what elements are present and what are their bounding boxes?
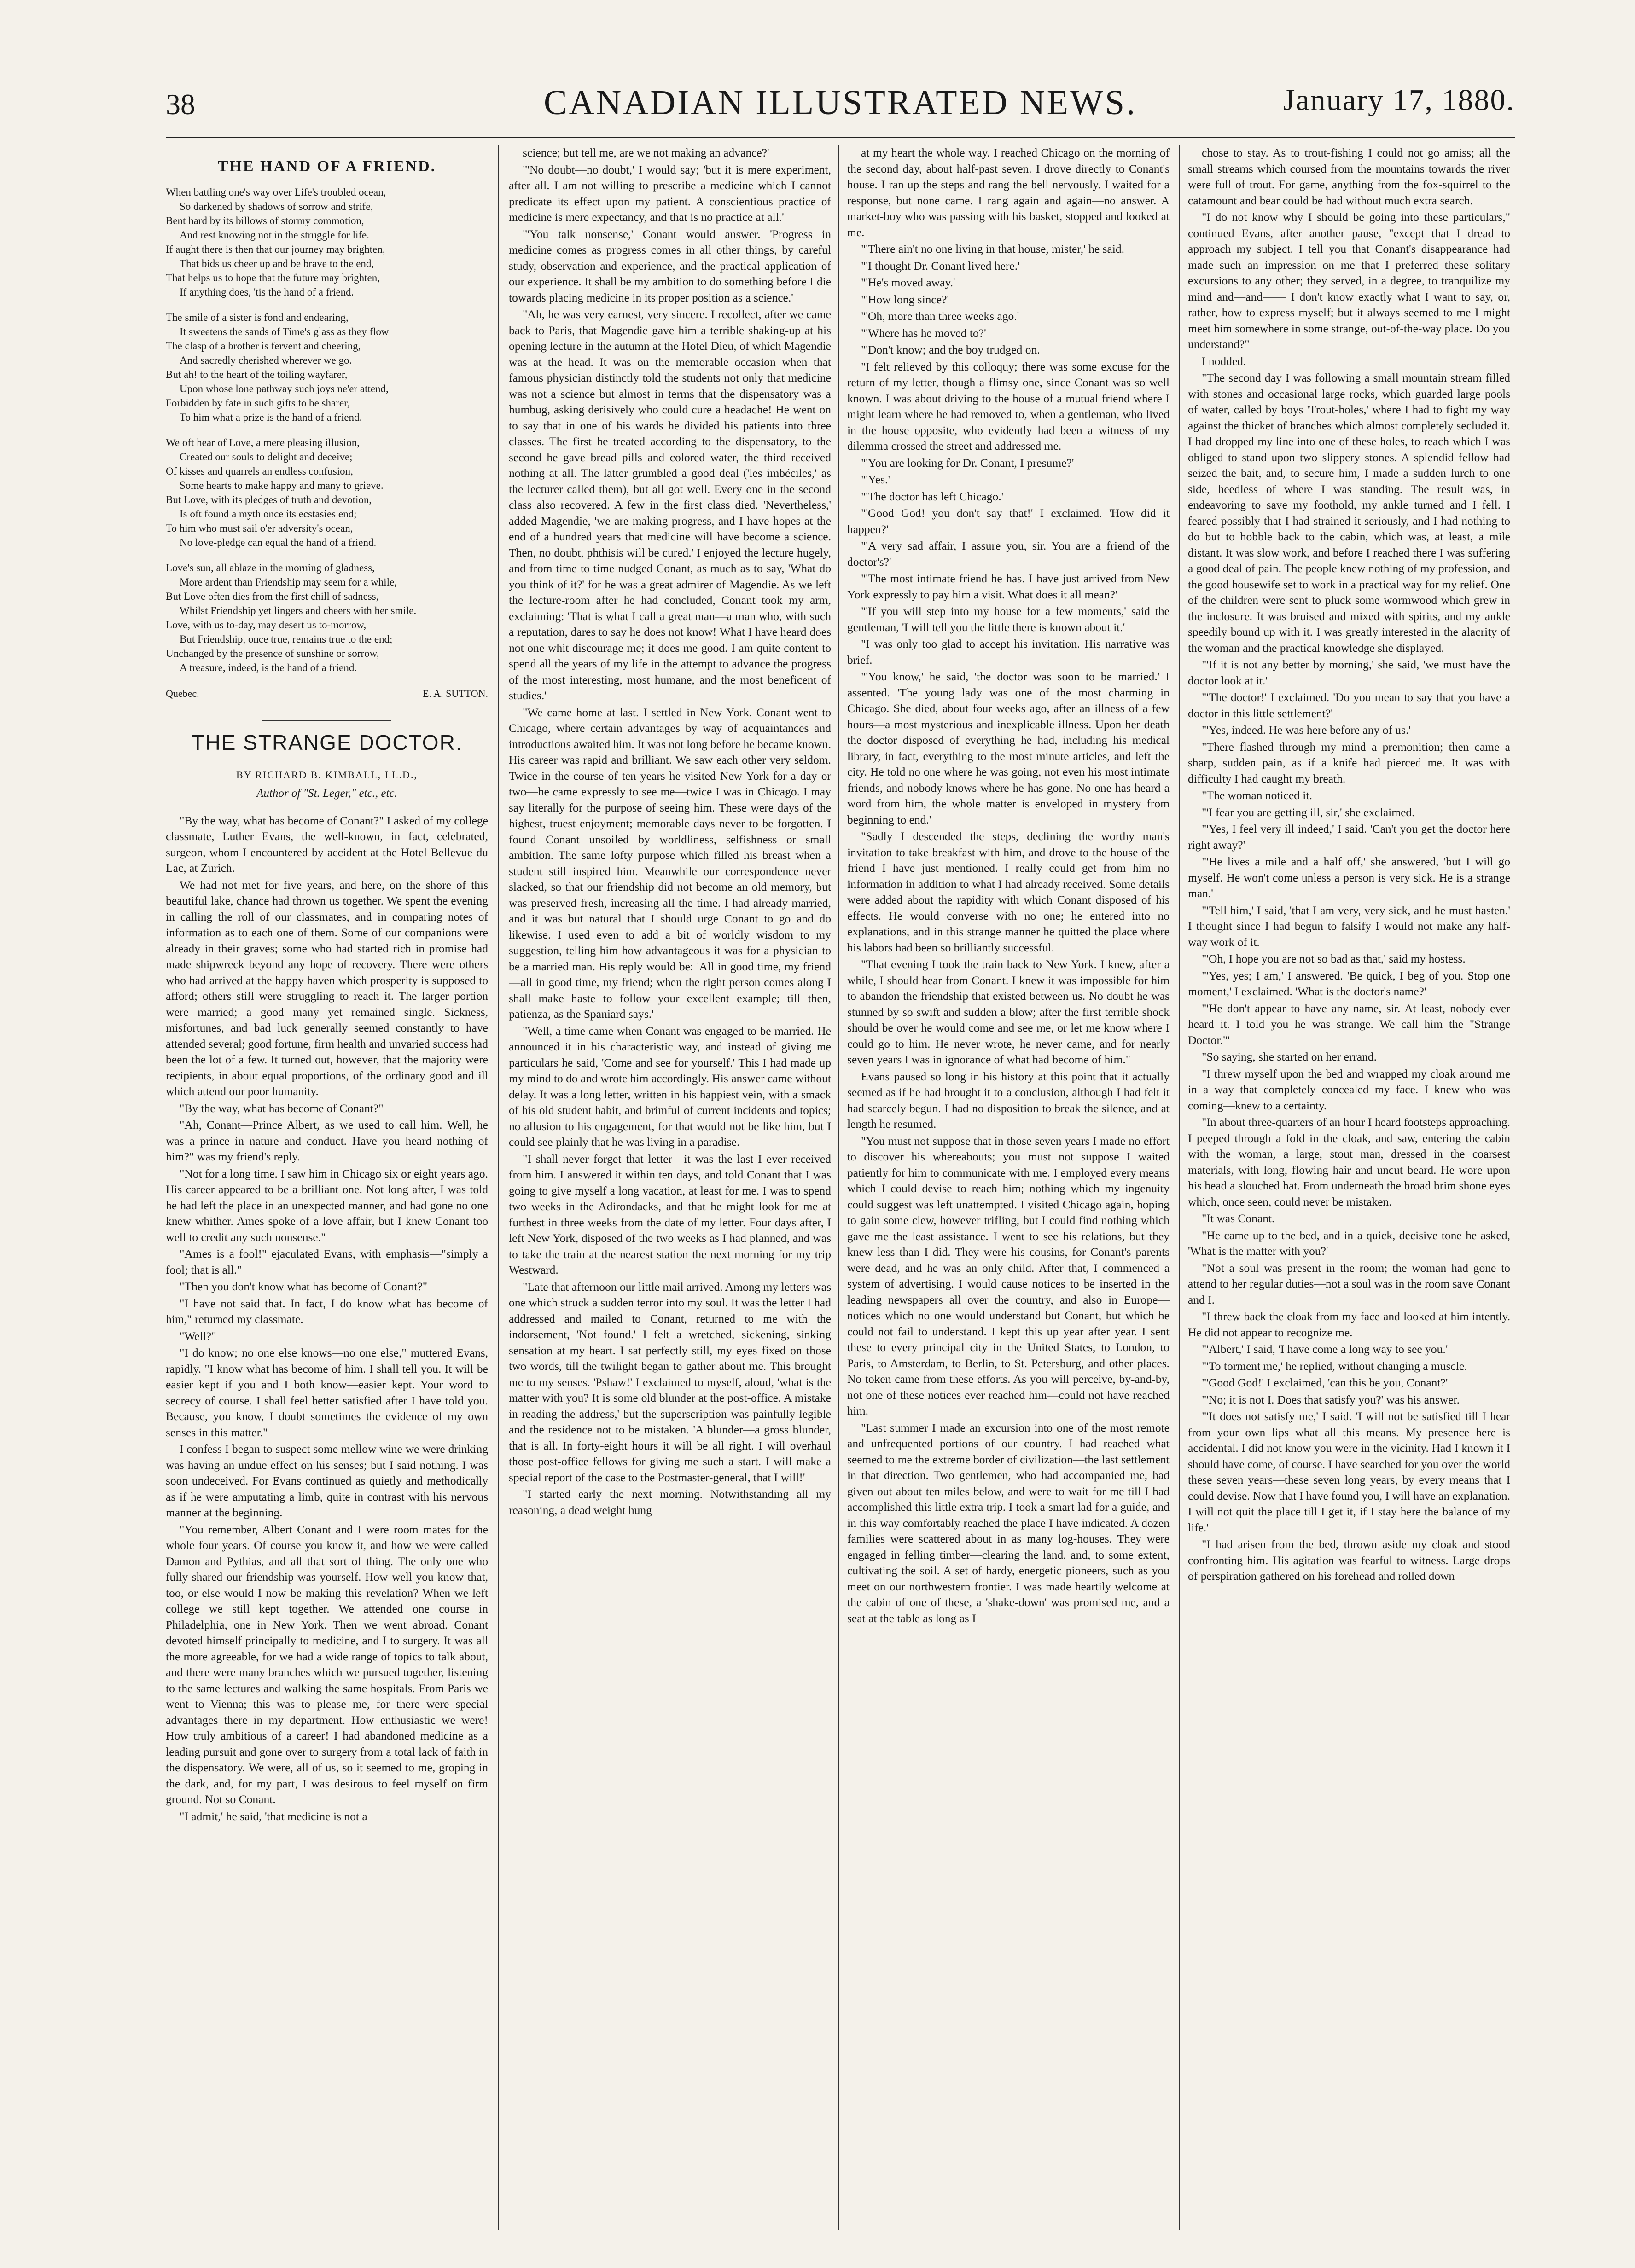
poem-line: That bids us cheer up and be brave to the end, (180, 257, 374, 269)
poem-line: The smile of a sister is fond and endearing, (166, 311, 349, 323)
poem-line: Bent hard by its billows of stormy commotion, (166, 215, 364, 226)
poem-line: Is oft found a myth once its ecstasies end; (180, 508, 357, 520)
paragraph: "'To torment me,' he replied, without changing a muscle. (1202, 1359, 1467, 1373)
paragraph: "'How long since?' (861, 292, 949, 306)
poem-line: And sacredly cherished wherever we go. (180, 354, 352, 366)
paragraph: "'I fear you are getting ill, sir,' she exclaimed. (1202, 805, 1415, 819)
paragraph: "I have not said that. In fact, I do know what has become of him," returned my classmate. (166, 1296, 488, 1326)
paragraph: "Not for a long time. I saw him in Chicago six or eight years ago. His career appeared to be a brilliant one. Not long after, I was told he had left the place in an unexpected manner, and had gone no one knew whither. Ames spoke of a love affair, but I knew Conant too well to credit any such nonsense." (166, 1166, 488, 1244)
poem-line: More ardent than Friendship may seem for a while, (180, 576, 397, 588)
paragraph: "'Yes, indeed. He was here before any of us.' (1202, 723, 1411, 737)
paragraph: "'You know,' he said, 'the doctor was soon to be married.' I assented. 'The young lady was one of the most charming in Chicago. She died, about four weeks ago, after an illness of a few hours—a most mysterious and inexplicable illness. Upon her death the doctor disposed of everything he had, including his medical library, in fact, everything to the most minute articles, and left the city. He told no one where he was going, not even his most intimate friends, and nobody knows where he has gone. No one has heard a word from him, the whole matter is enveloped in mystery from beginning to end.' (847, 670, 1170, 826)
paragraph: "'He lives a mile and a half off,' she answered, 'but I will go myself. He won't come unless a person is very sick. He is a strange man.' (1188, 855, 1510, 900)
paragraph: We had not met for five years, and here, on the shore of this beautiful lake, chance had thrown us together. We spent the evening in calling the roll of our classmates, and in comparing notes of information as to each one of them. Some of our companions were already in their graves; some who had started rich in promise had made shipwreck beyond any hope of recovery. There were others who had arrived at the happy haven which prosperity is supposed to afford; others still were struggling to reach it. The larger portion were married; a good many yet remained single. Sickness, misfortunes, and bad luck generally seemed constantly to have attended several; good fortune, firm health and unvaried success had been the lot of a few. It turned out, however, that the majority were recipients, in about equal proportions, of the ordinary good and ill which attend our poor humanity. (166, 878, 488, 1098)
paragraph: "You must not suppose that in those seven years I made no effort to discover his whereabouts; you must not suppose I waited patiently for him to communicate with me. I employed every means which I could devise to reach him; nothing which my ingenuity could suggest was left unattempted. I visited Chicago again, hoping to gain some clew, however trifling, but I could find nothing which gave me the least assistance. I went to see his relations, but they knew less than I did. They were his cousins, for Conant's parents were dead, and he was an only child. After that, I commenced a system of advertising. I would cause notices to be inserted in the leading newspapers all over the country, and also in Europe—notices which no one would understand but Conant, but which he could not fail to understand. I kept this up year after year. I sent these to every principal city in the United States, to London, to Paris, to Amsterdam, to Berlin, to St. Petersburg, and other places. No token came from these efforts. As you will perceive, by-and-by, not one of these notices ever reached him—could not have reached him. (847, 1134, 1170, 1417)
poem-line: When battling one's way over Life's troubled ocean, (166, 186, 386, 198)
paragraph: "I admit,' he said, 'that medicine is not a (180, 1809, 367, 1823)
paragraph: "'If it is not any better by morning,' she said, 'we must have the doctor look at it.' (1188, 658, 1510, 687)
column-3-text (847, 145, 1170, 1626)
paragraph: "Late that afternoon our little mail arrived. Among my letters was one which struck a sudden terror into my soul. It was the letter I had addressed and mailed to Conant, returned to me with the indorsement, 'Not found.' I felt a wretched, sickening, sinking sensation at my heart. I sat perfectly still, my eyes fixed on those two words, till the twilight began to gather about me. This brought me to my senses. 'Pshaw!' I exclaimed to myself, aloud, 'what is the matter with you? It is some old blunder at the post-office. A mistake in reading the address,' but the superscription was painfully legible and the residence not to be mistaken. 'A blunder—a gross blunder, that is all. In forty-eight hours it will be all right. I will overhaul those post-office fellows for giving me such a start. I will make a special report of the case to the Postmaster-general, that I will!' (509, 1280, 831, 1484)
paragraph: "I threw back the cloak from my face and looked at him intently. He did not appear to recognize me. (1188, 1310, 1510, 1339)
poem-line: Whilst Friendship yet lingers and cheers with her smile. (180, 604, 417, 616)
column-2 (509, 145, 831, 2230)
paragraph: "'The most intimate friend he has. I have just arrived from New York expressly to pay him a visit. What does it all mean?' (847, 572, 1170, 601)
paragraph: "'Tell him,' I said, 'that I am very, very sick, and he must hasten.' I thought since I had begun to falsify I would not make any half-way work of it. (1188, 903, 1510, 949)
paragraph: "He came up to the bed, and in a quick, decisive tone he asked, 'What is the matter with you?' (1188, 1228, 1510, 1258)
paragraph: "'You are looking for Dr. Conant, I presume?' (861, 456, 1074, 470)
paragraph: "'No; it is not I. Does that satisfy you?' was his answer. (1202, 1392, 1460, 1406)
masthead (166, 74, 1515, 133)
column-3 (847, 145, 1170, 2230)
newspaper-title: CANADIAN ILLUSTRATED NEWS. (543, 83, 1137, 122)
paragraph: "I was only too glad to accept his invitation. His narrative was brief. (847, 637, 1170, 667)
paragraph: "Ah, he was very earnest, very sincere. I recollect, after we came back to Paris, that Magendie gave him a terrible shaking-up at his opening lecture in the autumn at the Hotel Dieu, of which Magendie was at the head. It was on the memorable occasion when that famous physician distinctly told the students not only that medicine was not a science but almost in terms that the dispensatory was a humbug, asking derisively who could cure a headache! He went on to say that in one of his wards he divided his patients into three classes. The first he treated according to the dispensatory, to the second he gave bread pills and colored water, the third received nothing at all. The latter grumbled a good deal ('les imbéciles,' as the lecturer called them), but all got well. Every one in the second class also recovered. A few in the first class died. 'Nevertheless,' added Magendie, 'we are making progress, and I have hopes at the end of a hundred years that medicine will have become a science. Then, no doubt, phthisis will be cured.' I enjoyed the lecture hugely, and from time to time nudged Conant, as much as to say, 'What do you think of it?' for he was a great admirer of Magendie. As we left the lecture-room after he had concluded, Conant took my arm, exclaiming: 'That is what I call a great man—a man who, with such a reputation, dares to say he does not know! What I have heard does not one whit discourage me; it does me good. I am quite content to spend all the years of my life in the attempt to advance the progress of the most interesting, most humane, and the most beneficent of studies.' (509, 307, 831, 702)
column-1 (166, 145, 488, 2230)
paragraph: "'You talk nonsense,' Conant would answer. 'Progress in medicine comes as progress comes in all other things, by careful study, observation and experience, and the practical application of our experience. It shall be my ambition to do something before I die towards placing medicine in its proper position as a science.' (509, 227, 831, 304)
paragraph: "'A very sad affair, I assure you, sir. You are a friend of the doctor's?' (847, 539, 1170, 568)
column-4-text (1188, 145, 1510, 1584)
paragraph: Evans paused so long in his history at this point that it actually seemed as if he had brought it to a conclusion, although I had felt it had scarcely begun. I had no disposition to break the silence, and at length he resumed. (847, 1069, 1170, 1131)
paragraph: "'Oh, I hope you are not so bad as that,' said my hostess. (1202, 952, 1466, 965)
paragraph: "'Good God! you don't say that!' I exclaimed. 'How did it happen?' (847, 506, 1170, 536)
paragraph: "'The doctor has left Chicago.' (861, 489, 1004, 503)
paragraph: "'No doubt—no doubt,' I would say; 'but it is mere experiment, after all. I am not willing to prescribe a medicine which I cannot predicate its effect upon my patient. A conscientious practice of medicine is mere expectancy, and that is no practice at all.' (509, 162, 831, 224)
poem-title: THE HAND OF A FRIEND. (217, 158, 436, 175)
paragraph: "'I thought Dr. Conant lived here.' (861, 259, 1020, 273)
poem-line: A treasure, indeed, is the hand of a friend. (180, 661, 357, 673)
poem-line: To him who must sail o'er adversity's ocean, (166, 522, 353, 534)
issue-date: January 17, 1880. (1283, 83, 1515, 117)
paragraph: "By the way, what has become of Conant?" I asked of my college classmate, Luther Evans, the well-known, in fact, celebrated, surgeon, whom I encountered by accident at the Hotel Bellevue du Lac, at Zurich. (166, 813, 488, 875)
paragraph: "'If you will step into my house for a few moments,' said the gentleman, 'I will tell you the little there is known about it.' (847, 604, 1170, 634)
column-rule (838, 145, 839, 2230)
poem-stanza (166, 435, 488, 550)
paragraph: "'Where has he moved to?' (861, 326, 986, 340)
paragraph: "Then you don't know what has become of Conant?" (180, 1280, 428, 1293)
paragraph: I confess I began to suspect some mellow wine we were drinking was having an undue effect on his senses; but I said nothing. I was soon undeceived. For Evans continued as quietly and methodically as if he were amputating a limb, quite in contrast with his nervous manner at the beginning. (166, 1442, 488, 1519)
paragraph: "'Yes, I feel very ill indeed,' I said. 'Can't you get the doctor here right away?' (1188, 822, 1510, 852)
paragraph: "I started early the next morning. Notwithstanding all my reasoning, a dead weight hung (509, 1487, 831, 1517)
poem-place: Quebec. (166, 687, 199, 699)
poem-line: Love, with us to-day, may desert us to-morrow, (166, 619, 367, 631)
paragraph: "'Oh, more than three weeks ago.' (861, 309, 1019, 323)
poem-line: Upon whose lone pathway such joys ne'er attend, (180, 383, 389, 394)
column-2-text (509, 145, 831, 1518)
paragraph: "So saying, she started on her errand. (1202, 1050, 1377, 1063)
paragraph: "Ah, Conant—Prince Albert, as we used to call him. Well, he was a prince in nature and conduct. Have you heard nothing of him?" was my friend's reply. (166, 1118, 488, 1163)
poem-line: No love-pledge can equal the hand of a friend. (180, 536, 377, 548)
poem-author: E. A. SUTTON. (423, 687, 488, 699)
section-divider (262, 720, 391, 721)
paragraph: "The woman noticed it. (1202, 789, 1312, 802)
poem-line: And rest knowing not in the struggle for life. (180, 229, 370, 241)
paragraph: "There flashed through my mind a premonition; then came a sharp, sudden pain, as if a knife had pierced me. It was with difficulty I had caught my breath. (1188, 740, 1510, 785)
paragraph: "'It does not satisfy me,' I said. 'I will not be satisfied till I hear from your own lips what all this means. My presence here is accidental. I did not know you were in the vicinity. Had I known it I should have come, of course. I have searched for you over the world these seven years—these seven long years, by every means that I could devise. Now that I have found you, I will have an explanation. I will not quit the place till I get it, if I stay here the balance of my life.' (1188, 1410, 1510, 1534)
paragraph: "The second day I was following a small mountain stream filled with stones and occasional large rocks, which guarded large pools of water, called by boys 'Trout-holes,' where I had to fight my way against the thicket of branches which almost completely secluded it. I had dropped my line into one of these holes, to reach which I was obliged to stand upon two slippery stones. A splendid fellow had seized the bait, and, to secure him, I made a sudden lurch to one side, heedless of where I was standing. The result was, in endeavoring to save my foothold, my ankle turned and I fell. I feared possibly that I had strained it seriously, and I had nothing to do but to hobble back to the cabin, which was, at least, a mile distant. It was slow work, and before I reached there I was suffering a good deal of pain. The people knew nothing of my profession, and the good housewife set to work in a practical way for my relief. One of the children were sent to pluck some wormwood which grew in the inclosure. It was bruised and mixed with spirits, and my ankle speedily bound up with it. I was greatly interested in the alacrity of the woman and the practical knowledge she displayed. (1188, 371, 1510, 655)
poem-line: We oft hear of Love, a mere pleasing illusion, (166, 436, 360, 448)
poem-line: That helps us to hope that the future may brighten, (166, 272, 380, 284)
paragraph: "You remember, Albert Conant and I were room mates for the whole four years. Of course you know it, and how we were called Damon and Pythias, and all that sort of thing. The only one who fully shared our friendship was yourself. How well you know that, too, or else would I now be making this revelation? When we left college we still kept together. We attended one course in Philadelphia, one in New York. Then we went abroad. Conant devoted himself principally to medicine, and I to surgery. It was all the more agreeable, for we had a wide range of topics to talk about, and there were many branches which we pursued together, listening to the same lectures and walking the same hospitals. From Paris we went to Vienna; this was to please me, for there were special advantages there in my department. How enthusiastic we were! How truly ambitious of a career! I had abandoned medicine as a leading pursuit and gone over to surgery from a total lack of faith in the dispensatory. We were, all of us, so it seemed to me, groping in the dark, and, for my part, I was desirous to feel myself on firm ground. Not so Conant. (166, 1522, 488, 1806)
paragraph: "'Don't know; and the boy trudged on. (861, 343, 1040, 356)
poem-line: Love's sun, all ablaze in the morning of gladness, (166, 562, 375, 574)
poem-line: But Love, with its pledges of truth and devotion, (166, 493, 372, 505)
column-4 (1188, 145, 1510, 2230)
poem-line: If anything does, 'tis the hand of a friend. (180, 286, 354, 298)
paragraph: "'Yes, yes; I am,' I answered. 'Be quick, I beg of you. Stop one moment,' I exclaimed. 'What is the doctor's name?' (1188, 969, 1510, 998)
poem-line: But Love often dies from the first chill of sadness, (166, 590, 379, 602)
paragraph: at my heart the whole way. I reached Chicago on the morning of the second day, about half-past seven. I drove directly to Conant's house. I ran up the steps and rang the bell nervously. I waited for a response, but none came. I rang again and again—no answer. A market-boy who was passing with his basket, stopped and looked at me. (847, 146, 1170, 239)
poem-line: Forbidden by fate in such gifts to be sharer, (166, 397, 350, 409)
poem-stanza (166, 185, 488, 299)
paragraph: "'He don't appear to have any name, sir. At least, nobody ever heard it. I told you he was strange. We call him the "Strange Doctor."' (1188, 1001, 1510, 1047)
paragraph: "In about three-quarters of an hour I heard footsteps approaching. I peeped through a fold in the cloak, and saw, entering the cabin with the woman, a large, stout man, dressed in the coarsest materials, with long, flowing hair and uncut beard. He wore upon his head a slouched hat. From underneath the broad brim shone eyes which, once seen, could never be mistaken. (1188, 1115, 1510, 1208)
paragraph: "Not a soul was present in the room; the woman had gone to attend to her regular duties—not a soul was in the room save Conant and I. (1188, 1261, 1510, 1306)
story-title: THE STRANGE DOCTOR. (191, 731, 463, 754)
page-number: 38 (166, 88, 195, 121)
poem-line: To him what a prize is the hand of a friend. (180, 411, 362, 423)
poem-line: Of kisses and quarrels an endless confusion, (166, 465, 353, 477)
paragraph: "'He's moved away.' (861, 276, 955, 289)
paragraph: "Well, a time came when Conant was engaged to be married. He announced it in his characteristic way, and instead of giving me particulars he said, 'Come and see for yourself.' This I had made up my mind to do and wrote him accordingly. His answer came without delay. It was a long letter, written in his happiest vein, with a smack of his old student habit, and brimful of current incidents and topics; no allusion to his engagement, for that would not be like him, but I could see plainly that he was living in a paradise. (509, 1024, 831, 1149)
paragraph: science; but tell me, are we not making an advance?' (523, 146, 769, 159)
poem-line: But ah! to the heart of the toiling wayfarer, (166, 368, 348, 380)
paragraph: "'Albert,' I said, 'I have come a long way to see you.' (1202, 1342, 1448, 1356)
paragraph: "'The doctor!' I exclaimed. 'Do you mean to say that you have a doctor in this little settlement?' (1188, 690, 1510, 720)
columns (166, 145, 1515, 2235)
paragraph: "That evening I took the train back to New York. I knew, after a while, I should hear from Conant. I knew it was impossible for him to abandon the friendship that existed between us. No doubt he was stunned by so swift and sudden a blow; after the first terrible shock should be over he would come and see me, or let me know where I could go to him. He never wrote, he never came, and for nearly seven years I was in ignorance of what had become of him." (847, 957, 1170, 1066)
poem-line: Unchanged by the presence of sunshine or sorrow, (166, 647, 379, 659)
paragraph: "I felt relieved by this colloquy; there was some excuse for the return of my letter, though a flimsy one, since Conant was so well known. I was about driving to the house of a mutual friend where I might learn where he had removed to, when a gentleman, who lived in the house opposite, who evidently had been a witness of my dilemma crossed the street and addressed me. (847, 360, 1170, 452)
paragraph: "I shall never forget that letter—it was the last I ever received from him. I answered it within ten days, and told Conant that I was going to give myself a long vacation, at least for me. I was to spend two weeks in the Adirondacks, and that he might look for me at furthest in three weeks from the date of my letter. Four days after, I left New York, disposed of the two weeks as I had planned, and was to take the train at the nearest station the next morning for my trip Westward. (509, 1152, 831, 1276)
paragraph: "I do know; no one else knows—no one else," muttered Evans, rapidly. "I know what has become of him. I shall tell you. It will be easier kept if you and I both know—easier kept. Your word to secrecy of course. I shall feel better satisfied after I have told you. Because, you know, I doubt sometimes the evidence of my own senses in this matter." (166, 1346, 488, 1439)
poem-line: Some hearts to make happy and many to grieve. (180, 479, 384, 491)
story-author-note: Author of "St. Leger," etc., etc. (256, 787, 397, 800)
paragraph: "I do not know why I should be going into these particulars," continued Evans, after another pause, "except that I dread to approach my subject. I tell you that Conant's disappearance had made such an impression on me that I preferred these solitary excursions to any other; they served, in a degree, to tranquilize my mind and—and—— I don't know exactly what I want to say, or, rather, how to express myself; but it always seemed to me I might meet him somewhere in some strange, out-of-the-way place. Do you understand?" (1188, 210, 1510, 351)
paragraph: "'Yes.' (861, 473, 890, 486)
poem-stanza (166, 561, 488, 675)
paragraph: "I had arisen from the bed, thrown aside my cloak and stood confronting him. His agitation was fearful to witness. Large drops of perspiration gathered on his forehead and rolled down (1188, 1537, 1510, 1583)
paragraph: "'There ain't no one living in that house, mister,' he said. (861, 242, 1125, 255)
poem-stanza (166, 310, 488, 424)
poem-line: The clasp of a brother is fervent and cheering, (166, 340, 361, 352)
column-rule (1179, 145, 1180, 2230)
poem-line: Created our souls to delight and deceive; (180, 451, 353, 463)
poem-line: But Friendship, once true, remains true to the end; (180, 633, 393, 645)
story-byline: BY RICHARD B. KIMBALL, LL.D., (236, 769, 418, 781)
poem-body (166, 185, 488, 675)
paragraph: chose to stay. As to trout-fishing I could not go amiss; all the small streams which coursed from the mountains towards the river were full of trout. For game, anything from the fox-squirrel to the catamount and bear could be had without much extra search. (1188, 146, 1510, 207)
poem-line: If aught there is then that our journey may brighten, (166, 243, 385, 255)
paragraph: "We came home at last. I settled in New York. Conant went to Chicago, where certain advantages by way of acquaintances and introductions awaited him. It was not long before he became known. His career was rapid and brilliant. We saw each other very seldom. Twice in the course of ten years he visited New York for a day or two—he came expressly to see me—twice I was in Chicago. I may say literally for the purpose of seeing him. These were days of the highest, truest enjoyment; memorable days never to be forgotten. I found Conant unsoiled by worldliness, selfishness or small ambition. The same lofty purpose which filled his breast when a student still inspired him. Meanwhile our correspondence never slacked, so that our friendship did not become an old memory, but was preserved fresh, increasing all the time. I had already married, and it was but natural that I should urge Conant to go and do likewise. I used even to add a bit of worldly wisdom to my suggestion, telling him how advantageous it was for a physician to be a married man. His reply would be: 'All in good time, my friend—all in good time, my friend; when the right person comes along I shall make haste to follow your excellent example; till then, patienza, as the Spaniard says.' (509, 705, 831, 1021)
poem-line: So darkened by shadows of sorrow and strife, (180, 200, 373, 212)
paragraph: "By the way, what has become of Conant?" (180, 1101, 384, 1115)
paragraph: I nodded. (1202, 354, 1246, 368)
paragraph: "It was Conant. (1202, 1212, 1275, 1225)
paragraph: "Ames is a fool!" ejaculated Evans, with emphasis—"simply a fool; that is all." (166, 1247, 488, 1276)
poem-signature (166, 686, 488, 702)
paragraph: "'Good God!' I exclaimed, 'can this be you, Conant?' (1202, 1376, 1448, 1389)
paragraph: "Sadly I descended the steps, declining the worthy man's invitation to take breakfast with him, and drove to the house of the friend I have just mentioned. I really could get from him no information in addition to what I had already received. Some details were added about the rapidity with which Conant disposed of his effects. He would converse with no one; he entered into no explanations, and in this strange manner he quitted the place where his labors had been so brilliantly successful. (847, 829, 1170, 954)
column-rule (498, 145, 499, 2230)
header-rule (166, 136, 1515, 138)
poem-line: It sweetens the sands of Time's glass as they flow (180, 325, 389, 337)
paragraph: "Well?" (180, 1329, 216, 1343)
column-1-text (166, 813, 488, 1825)
paragraph: "Last summer I made an excursion into one of the most remote and unfrequented portions of our country. I had reached what seemed to me the extreme border of civilization—the last settlement in that direction. Two gentlemen, who had accompanied me, had given out about ten miles below, and were to wait for me till I had accomplished this little extra trip. I took a smart lad for a guide, and in this way comfortably reached the place I have indicated. A dozen families were scattered about in as many log-houses. They were engaged in felling timber—clearing the land, and, to some extent, cultivating the soil. A set of hardy, energetic pioneers, such as you meet on our northwestern frontier. I was made heartily welcome at the cabin of one of these, a 'shake-down' was promised me, and a seat at the table as long as I (847, 1421, 1170, 1625)
paragraph: "I threw myself upon the bed and wrapped my cloak around me in a way that completely concealed my face. I knew who was coming—knew to a certainty. (1188, 1067, 1510, 1112)
newspaper-page (166, 55, 1515, 2237)
